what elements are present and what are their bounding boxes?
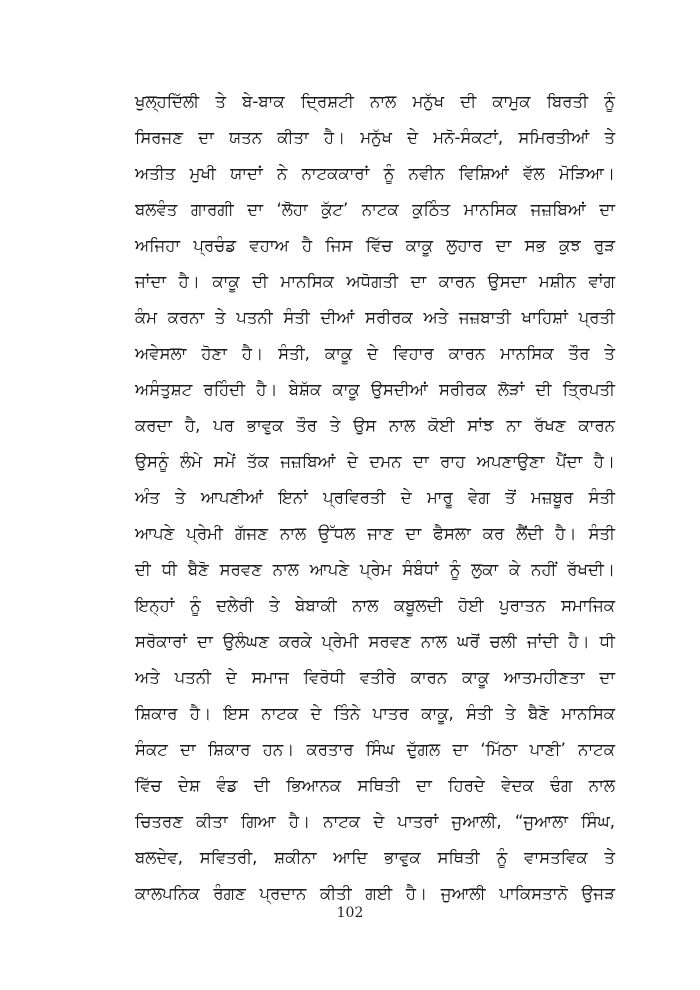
text-line: ਚਿਤਰਣ ਕੀਤਾ ਗਿਆ ਹੈ। ਨਾਟਕ ਦੇ ਪਾਤਰਾਂ ਜੁਆਲੀ, “ਜੁਆਲਾ ਸਿੰਘ,: [135, 812, 615, 831]
text-line: ਅਸੰਤੁਸ਼ਟ ਰਹਿੰਦੀ ਹੈ। ਬੇਸ਼ੱਕ ਕਾਕੂ ਉਸਦੀਆਂ ਸਰੀਰਕ ਲੋੜਾਂ ਦੀ ਤ੍ਰਿਪਤੀ: [135, 380, 615, 399]
text-line: ਅਤੀਤ ਮੁਖੀ ਯਾਦਾਂ ਨੇ ਨਾਟਕਕਾਰਾਂ ਨੂੰ ਨਵੀਨ ਵਿਸ਼ਿਆਂ ਵੱਲ ਮੋੜਿਆ।: [135, 164, 615, 183]
page-number: 102: [336, 905, 364, 921]
text-line: ਬਲਵੰਤ ਗਾਰਗੀ ਦਾ ‘ਲੋਹਾ ਕੁੱਟ’ ਨਾਟਕ ਕੁਠਿੰਤ ਮਾਨਸਿਕ ਜਜ਼ਬਿਆਂ ਦਾ: [135, 200, 615, 219]
text-line: ਵਿੱਚ ਦੇਸ਼ ਵੰਡ ਦੀ ਭਿਆਨਕ ਸਥਿਤੀ ਦਾ ਹਿਰਦੇ ਵੇਦਕ ਢੰਗ ਨਾਲ: [135, 776, 615, 795]
text-line: ਅਜਿਹਾ ਪ੍ਰਚੰਡ ਵਹਾਅ ਹੈ ਜਿਸ ਵਿੱਚ ਕਾਕੂ ਲੁਹਾਰ ਦਾ ਸਭ ਕੁਝ ਰੁੜ: [135, 236, 615, 255]
text-line: ਦੀ ਧੀ ਬੈਣੋ ਸਰਵਣ ਨਾਲ ਆਪਣੇ ਪ੍ਰੇਮ ਸੰਬੰਧਾਂ ਨੂੰ ਲੁਕਾ ਕੇ ਨਹੀਂ ਰੱਖਦੀ।: [135, 560, 615, 579]
text-line: ਇਨ੍ਹਾਂ ਨੂੰ ਦਲੇਰੀ ਤੇ ਬੇਬਾਕੀ ਨਾਲ ਕਬੂਲਦੀ ਹੋਈ ਪੁਰਾਤਨ ਸਮਾਜਿਕ: [135, 596, 615, 615]
text-line: ਸਰੋਕਾਰਾਂ ਦਾ ਉਲੰਘਣ ਕਰਕੇ ਪ੍ਰੇਮੀ ਸਰਵਣ ਨਾਲ ਘਰੋਂ ਚਲੀ ਜਾਂਦੀ ਹੈ। ਧੀ: [135, 632, 615, 651]
body-paragraph: [135, 84, 615, 912]
text-line: ਖੁਲ੍ਹਦਿੱਲੀ ਤੇ ਬੇ-ਬਾਕ ਦ੍ਰਿਸ਼ਟੀ ਨਾਲ ਮਨੁੱਖ ਦੀ ਕਾਮੁਕ ਬਿਰਤੀ ਨੂੰ: [135, 92, 615, 111]
text-line: ਅਤੇ ਪਤਨੀ ਦੇ ਸਮਾਜ ਵਿਰੋਧੀ ਵਤੀਰੇ ਕਾਰਨ ਕਾਕੂ ਆਤਮਹੀਣਤਾ ਦਾ: [135, 668, 615, 687]
text-line: ਅਵੇਸਲਾ ਹੋਣਾ ਹੈ। ਸੰਤੀ, ਕਾਕੂ ਦੇ ਵਿਹਾਰ ਕਾਰਨ ਮਾਨਸਿਕ ਤੌਰ ਤੇ: [135, 344, 615, 363]
text-line: ਸੰਕਟ ਦਾ ਸ਼ਿਕਾਰ ਹਨ। ਕਰਤਾਰ ਸਿੰਘ ਦੁੱਗਲ ਦਾ ‘ਮਿੱਠਾ ਪਾਣੀ’ ਨਾਟਕ: [135, 740, 615, 759]
text-line: ਅੰਤ ਤੇ ਆਪਣੀਆਂ ਇਨਾਂ ਪ੍ਰਵਿਰਤੀ ਦੇ ਮਾਰੂ ਵੇਗ ਤੋਂ ਮਜ਼ਬੂਰ ਸੰਤੀ: [135, 488, 615, 507]
text-line: ਕਰਦਾ ਹੈ, ਪਰ ਭਾਵੁਕ ਤੌਰ ਤੇ ਉਸ ਨਾਲ ਕੋਈ ਸਾਂਝ ਨਾ ਰੱਖਣ ਕਾਰਨ: [135, 416, 615, 435]
text-line: ਸਿਰਜਣ ਦਾ ਯਤਨ ਕੀਤਾ ਹੈ। ਮਨੁੱਖ ਦੇ ਮਨੋ-ਸੰਕਟਾਂ, ਸਮਿਰਤੀਆਂ ਤੇ: [135, 128, 615, 147]
text-line: ਜਾਂਦਾ ਹੈ। ਕਾਕੂ ਦੀ ਮਾਨਸਿਕ ਅਧੋਗਤੀ ਦਾ ਕਾਰਨ ਉਸਦਾ ਮਸ਼ੀਨ ਵਾਂਗ: [135, 272, 615, 291]
text-line: ਕਾਲਪਨਿਕ ਰੰਗਣ ਪ੍ਰਦਾਨ ਕੀਤੀ ਗਈ ਹੈ। ਜੁਆਲੀ ਪਾਕਿਸਤਾਨੋ ਉਜੜ: [135, 884, 615, 903]
text-line: ਸ਼ਿਕਾਰ ਹੈ। ਇਸ ਨਾਟਕ ਦੇ ਤਿੰਨੇ ਪਾਤਰ ਕਾਕੂ, ਸੰਤੀ ਤੇ ਬੈਣੋ ਮਾਨਸਿਕ: [135, 704, 615, 723]
text-line: ਉਸਨੂੰ ਲੰਮੇ ਸਮੇਂ ਤੱਕ ਜਜ਼ਬਿਆਂ ਦੇ ਦਮਨ ਦਾ ਰਾਹ ਅਪਣਾਉਣਾ ਪੈਂਦਾ ਹੈ।: [135, 452, 615, 471]
text-line: ਕੰਮ ਕਰਨਾ ਤੇ ਪਤਨੀ ਸੰਤੀ ਦੀਆਂ ਸਰੀਰਕ ਅਤੇ ਜਜ਼ਬਾਤੀ ਖਾਹਿਸ਼ਾਂ ਪ੍ਰਤੀ: [135, 308, 615, 327]
text-line: ਆਪਣੇ ਪ੍ਰੇਮੀ ਗੱਜਣ ਨਾਲ ਉੱਧਲ ਜਾਣ ਦਾ ਫੈਸਲਾ ਕਰ ਲੈਂਦੀ ਹੈ। ਸੰਤੀ: [135, 524, 615, 543]
text-line: ਬਲਦੇਵ, ਸਵਿਤਰੀ, ਸ਼ਕੀਨਾ ਆਦਿ ਭਾਵੁਕ ਸਥਿਤੀ ਨੂੰ ਵਾਸਤਵਿਕ ਤੇ: [135, 848, 615, 867]
